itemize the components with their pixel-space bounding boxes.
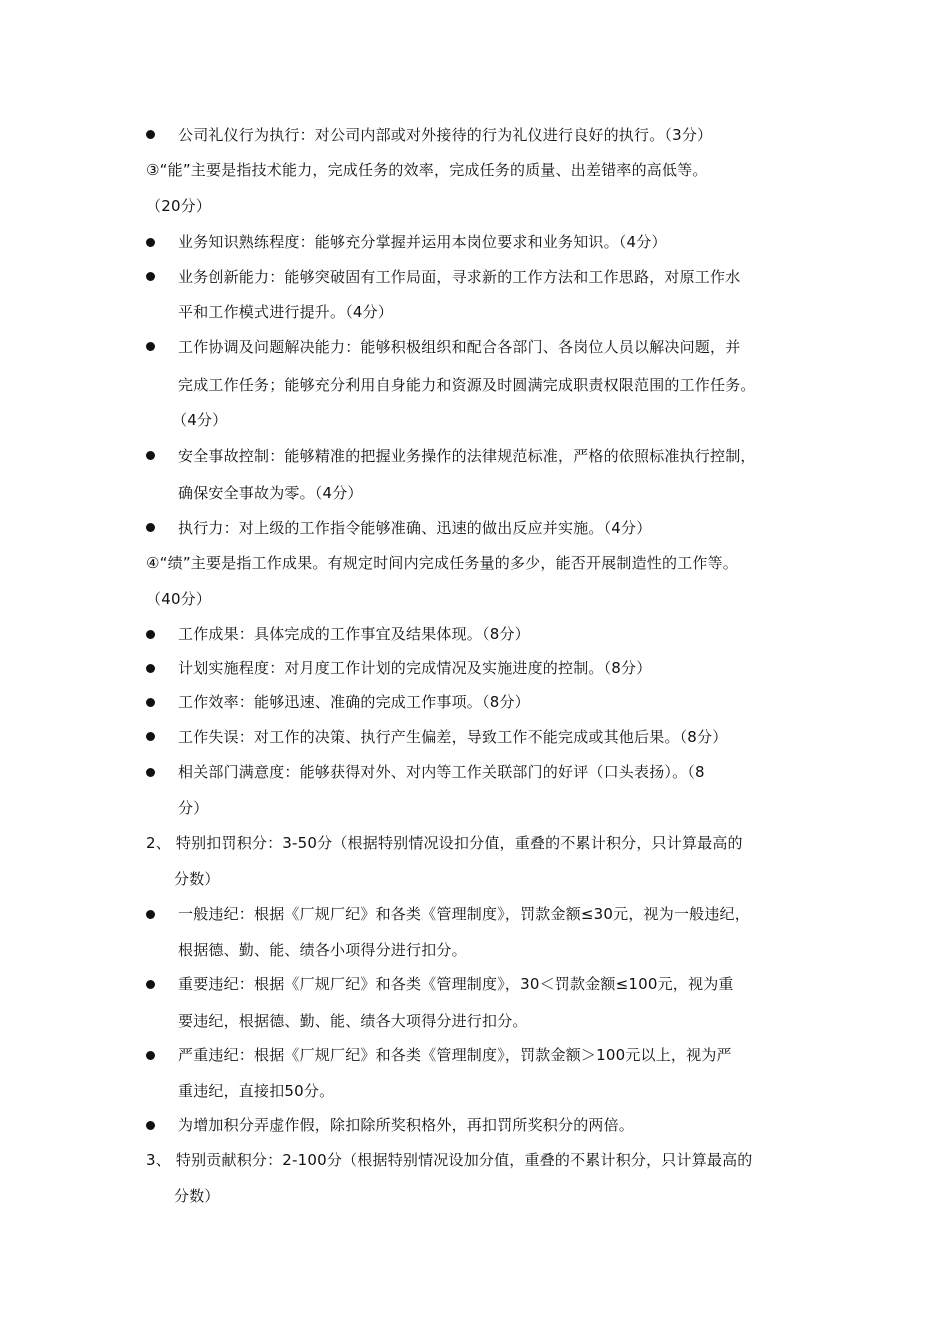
bullet-text-cont: 确保安全事故为零。（4分） [178, 484, 363, 502]
bullet-icon [146, 1051, 155, 1060]
numbered-heading-cont: 分数） [174, 870, 220, 888]
bullet-icon [146, 980, 155, 989]
bullet-text: 工作失误：对工作的决策、执行产生偏差，导致工作不能完成或其他后果。（8分） [178, 728, 728, 746]
bullet-text: 工作效率：能够迅速、准确的完成工作事项。（8分） [178, 693, 530, 711]
bullet-text-cont: 要违纪，根据德、勤、能、绩各大项得分进行扣分。 [178, 1012, 528, 1030]
section-heading-cont: （20分） [146, 197, 212, 215]
bullet-text-cont: 平和工作模式进行提升。（4分） [178, 303, 394, 321]
numbered-heading-cont: 分数） [174, 1187, 220, 1205]
bullet-text: 安全事故控制：能够精准的把握业务操作的法律规范标准，严格的依照标准执行控制， [178, 447, 756, 465]
section-heading: ③“能”主要是指技术能力，完成任务的效率，完成任务的质量、出差错率的高低等。 [146, 161, 708, 179]
bullet-text-cont: 分） [178, 799, 209, 817]
bullet-text: 业务知识熟练程度：能够充分掌握并运用本岗位要求和业务知识。（4分） [178, 233, 667, 251]
bullet-icon [146, 272, 155, 281]
bullet-text: 计划实施程度：对月度工作计划的完成情况及实施进度的控制。（8分） [178, 659, 652, 677]
bullet-icon [146, 664, 155, 673]
bullet-text-cont: 重违纪，直接扣50分。 [178, 1082, 335, 1100]
bullet-text: 为增加积分弄虚作假，除扣除所奖积格外，再扣罚所奖积分的两倍。 [178, 1116, 635, 1134]
bullet-icon [146, 630, 155, 639]
bullet-text-cont: 完成工作任务；能够充分利用自身能力和资源及时圆满完成职责权限范围的工作任务。 [178, 376, 756, 394]
bullet-text: 一般违纪：根据《厂规厂纪》和各类《管理制度》，罚款金额≤30元，视为一般违纪， [178, 905, 750, 923]
bullet-text: 公司礼仪行为执行：对公司内部或对外接待的行为礼仪进行良好的执行。（3分） [178, 126, 713, 144]
bullet-icon [146, 130, 155, 139]
bullet-icon [146, 768, 155, 777]
bullet-icon [146, 451, 155, 460]
numbered-heading: 3、 特别贡献积分：2-100分（根据特别情况设加分值，重叠的不累计积分，只计算最高的 [146, 1151, 753, 1169]
numbered-heading: 2、 特别扣罚积分：3-50分（根据特别情况设扣分值，重叠的不累计积分，只计算最高的 [146, 834, 743, 852]
section-heading: ④“绩”主要是指工作成果。有规定时间内完成任务量的多少，能否开展制造性的工作等。 [146, 554, 738, 572]
bullet-text-cont: 根据德、勤、能、绩各小项得分进行扣分。 [178, 941, 467, 959]
bullet-icon [146, 523, 155, 532]
bullet-icon [146, 732, 155, 741]
bullet-text: 业务创新能力：能够突破固有工作局面，寻求新的工作方法和工作思路，对原工作水 [178, 268, 741, 286]
bullet-icon [146, 910, 155, 919]
bullet-icon [146, 238, 155, 247]
bullet-text: 工作协调及问题解决能力：能够积极组织和配合各部门、各岗位人员以解决问题，并 [178, 338, 741, 356]
bullet-text: 执行力：对上级的工作指令能够准确、迅速的做出反应并实施。（4分） [178, 519, 652, 537]
bullet-text: 严重违纪：根据《厂规厂纪》和各类《管理制度》，罚款金额＞100元以上，视为严 [178, 1046, 732, 1064]
bullet-text: 重要违纪：根据《厂规厂纪》和各类《管理制度》，30＜罚款金额≤100元，视为重 [178, 975, 734, 993]
bullet-text-cont: （4分） [172, 411, 228, 429]
bullet-icon [146, 698, 155, 707]
bullet-text: 相关部门满意度：能够获得对外、对内等工作关联部门的好评（口头表扬）。（8 [178, 763, 705, 781]
bullet-icon [146, 342, 155, 351]
section-heading-cont: （40分） [146, 590, 212, 608]
bullet-text: 工作成果：具体完成的工作事宜及结果体现。（8分） [178, 625, 530, 643]
bullet-icon [146, 1121, 155, 1130]
